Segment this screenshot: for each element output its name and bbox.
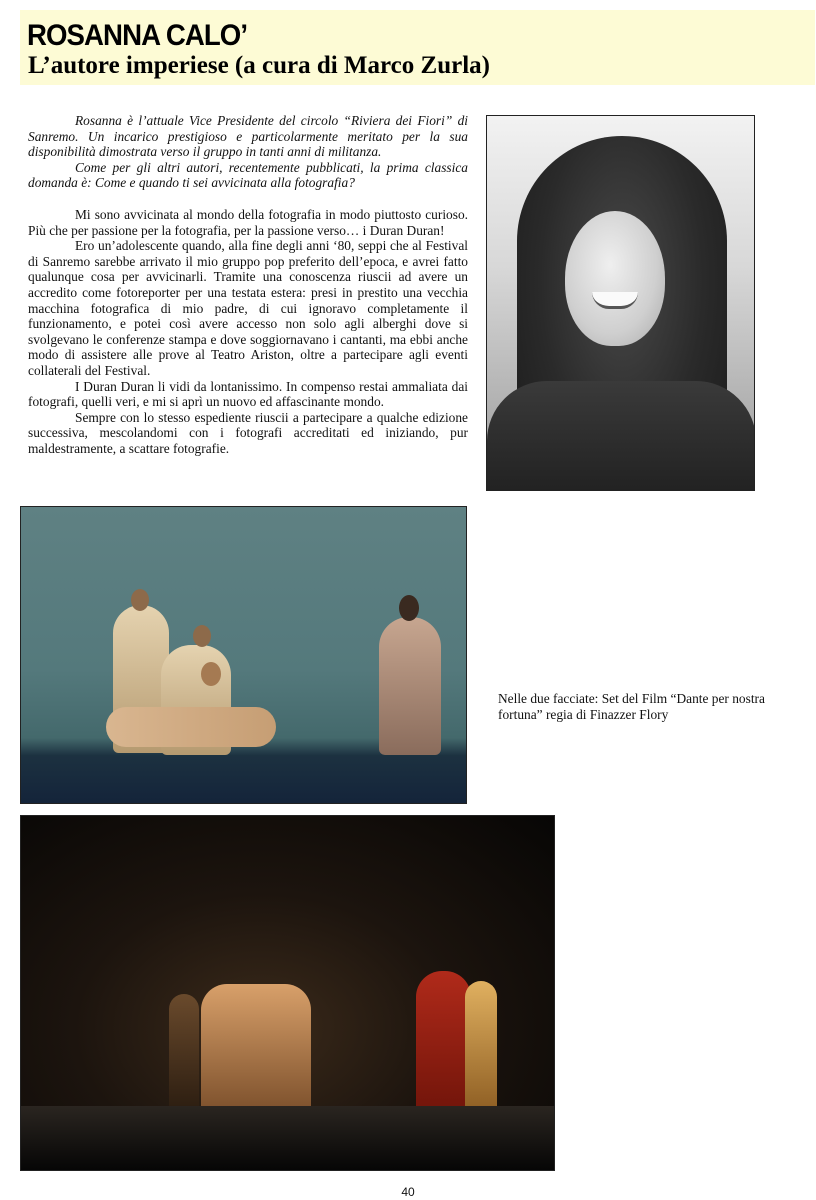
photo-caption: Nelle due facciate: Set del Film “Dante per nostra fortuna” regia di Finazzer Flory	[498, 691, 765, 722]
article-text	[28, 113, 468, 456]
answer-block	[28, 207, 468, 457]
article-header	[20, 10, 815, 85]
intro-question: Come per gli altri autori, recentemente pubblicati, la prima classica domanda è: Come e quando ti sei avvicinata alla fotografia?	[28, 159, 468, 191]
article-title: ROSANNA CALO’	[27, 19, 248, 52]
body-paragraph: Ero un’adolescente quando, alla fine degli anni ‘80, seppi che al Festival di Sanremo sarebbe arrivato il mio gruppo pop preferito dell’epoca, e avrei fatto qualunque cosa per avvicinarli. Tramite una conoscenza riuscii ad avere un accredito come fotoreporter per una testata estera: presi in prestito una vecchia macchina fotografica di mio padre, di cui ignoravo completamente il funzionamento, e potei così avere accesso non solo agli alberghi dove si svolgevano le conferenze stampa e dove soggiornavano i cantanti, ma ebbi anche modo di assistere alle prove al Teatro Ariston, oltre a partecipare agli eventi collaterali del Festival.	[28, 238, 468, 378]
intro-block	[28, 113, 468, 191]
portrait-photo	[486, 115, 755, 491]
page-number: 40	[401, 1185, 415, 1199]
intro-paragraph: Rosanna è l’attuale Vice Presidente del circolo “Riviera dei Fiori” di Sanremo. Un incarico prestigioso e particolarmente meritato per la sua disponibilità dimostrata verso il gruppo in tanti anni di militanza.	[28, 113, 468, 160]
body-paragraph: Mi sono avvicinata al mondo della fotografia in modo piuttosto curioso. Più che per passione per la fotografia, per la passione verso… i Duran Duran!	[28, 206, 468, 238]
stage-photo-dante	[20, 815, 555, 1171]
body-paragraph: I Duran Duran li vidi da lontanissimo. In compenso restai ammaliata dai fotografi, quelli veri, e mi si aprì un nuovo ed affascinante mondo.	[28, 378, 468, 410]
body-paragraph: Sempre con lo stesso espediente riuscii a partecipare a qualche edizione successiva, mescolandomi con i fotografi accreditati ed iniziando, pur maldestramente, a scattare fotografie.	[28, 409, 468, 456]
stage-photo-pieta	[20, 506, 467, 804]
article-subtitle: L’autore imperiese (a cura di Marco Zurla)	[28, 52, 490, 79]
